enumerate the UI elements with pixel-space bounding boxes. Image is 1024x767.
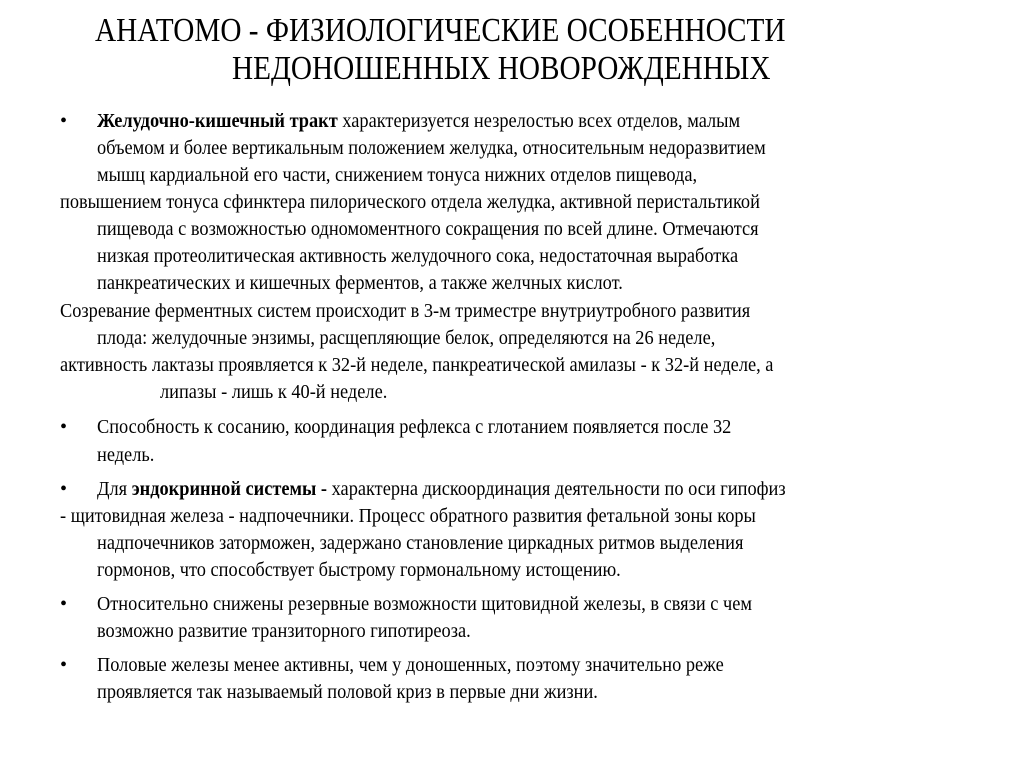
gonads-line-2: проявляется так называемый половой криз в первые дни жизни. bbox=[97, 681, 598, 703]
sucking-line-2: недель. bbox=[97, 444, 155, 466]
enzymes-line-4: липазы - лишь к 40-й неделе. bbox=[160, 381, 388, 403]
bullet-icon: • bbox=[60, 593, 68, 615]
gi-tract-line-4: повышением тонуса сфинктера пилорического отдела желудка, активной перистальтикой bbox=[60, 191, 760, 213]
gi-tract-line-2: объемом и более вертикальным положением желудка, относительным недоразвитием bbox=[97, 137, 766, 159]
thyroid-line-2: возможно развитие транзиторного гипотиреоза. bbox=[97, 620, 471, 642]
gi-tract-line-5: пищевода с возможностью одномоментного сокращения по всей длине. Отмечаются bbox=[97, 218, 759, 240]
gonads-line-1: Половые железы менее активны, чем у доношенных, поэтому значительно реже bbox=[97, 654, 724, 676]
sucking-line-1: Способность к сосанию, координация рефлекса с глотанием появляется после 32 bbox=[97, 416, 732, 438]
gi-tract-line-1 bbox=[97, 109, 740, 133]
bullet-icon: • bbox=[60, 654, 68, 676]
thyroid-line-1: Относительно снижены резервные возможности щитовидной железы, в связи с чем bbox=[97, 593, 752, 615]
endocrine-line-2: - щитовидная железа - надпочечники. Процесс обратного развития фетальной зоны коры bbox=[60, 505, 756, 527]
enzymes-line-2: плода: желудочные энзимы, расщепляющие белок, определяются на 26 неделе, bbox=[97, 327, 716, 349]
endocrine-pre: Для bbox=[97, 478, 132, 500]
bullet-icon: • bbox=[60, 110, 68, 132]
bullet-icon: • bbox=[60, 478, 68, 500]
enzymes-line-1: Созревание ферментных систем происходит в 3-м триместре внутриутробного развития bbox=[60, 300, 751, 322]
gi-tract-text: характеризуется незрелостью всех отделов, малым bbox=[337, 110, 741, 132]
endocrine-line-3: надпочечников заторможен, задержано становление циркадных ритмов выделения bbox=[97, 532, 744, 554]
gi-tract-line-6: низкая протеолитическая активность желудочного сока, недостаточная выработка bbox=[97, 245, 739, 267]
gi-tract-heading: Желудочно-кишечный тракт bbox=[97, 110, 338, 132]
gi-tract-line-7: панкреатических и кишечных ферментов, а также желчных кислот. bbox=[97, 272, 623, 294]
slide-title-line-2: НЕДОНОШЕННЫХ НОВОРОЖДЕННЫХ bbox=[232, 50, 771, 87]
gi-tract-line-3: мышц кардиальной его части, снижением тонуса нижних отделов пищевода, bbox=[97, 164, 698, 186]
slide-title-line-1: АНАТОМО - ФИЗИОЛОГИЧЕСКИЕ ОСОБЕННОСТИ bbox=[95, 12, 786, 49]
endocrine-text: характерна дискоординация деятельности по оси гипофиз bbox=[327, 478, 786, 500]
enzymes-line-3: активность лактазы проявляется к 32-й неделе, панкреатической амилазы - к 32-й неделе, а bbox=[60, 354, 774, 376]
endocrine-heading: эндокринной системы - bbox=[131, 478, 328, 500]
endocrine-line-4: гормонов, что способствует быстрому гормональному истощению. bbox=[97, 559, 621, 581]
endocrine-line-1 bbox=[97, 477, 786, 501]
bullet-icon: • bbox=[60, 416, 68, 438]
